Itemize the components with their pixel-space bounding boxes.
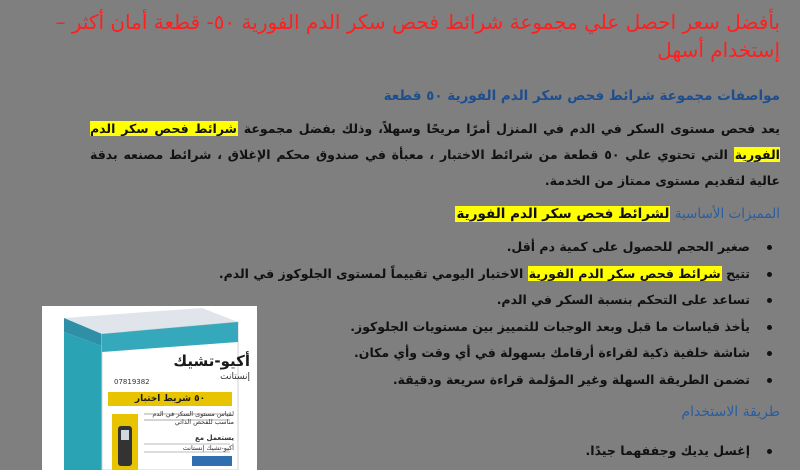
- product-barcode: 07819382: [114, 378, 150, 386]
- specs-heading: مواصفات مجموعة شرائط فحص سكر الدم الفورية ٥٠ قطعة: [383, 88, 780, 104]
- item-prefix: تتيح: [721, 265, 750, 281]
- product-image: [42, 306, 257, 470]
- list-item: تساعد على التحكم بنسبة السكر في الدم.: [219, 287, 750, 314]
- usage-list: [586, 438, 780, 465]
- product-sub: إنستانت: [220, 372, 250, 382]
- list-item: يأخذ قياسات ما قبل وبعد الوجبات للتمييز بين مستويات الجلوكوز.: [219, 314, 750, 341]
- specs-paragraph: [90, 116, 780, 194]
- specs-text-2: التي تحتوي علي ٥٠ قطعة من شرائط الاختبار ، معبأة في صندوق محكم الإغلاق ، شرائط مصنعه بدقة عالية لتقديم مستوى ممتاز من الخدمة.: [90, 147, 780, 188]
- usage-heading: طريقة الاستخدام: [681, 404, 780, 420]
- specs-text-1: يعد فحص مستوى السكر في الدم في المنزل أمرًا مريحًا وسهلاً، وذلك بفضل مجموعة: [237, 121, 780, 136]
- list-item: إغسل يديك وجففهما جيدًا.: [586, 438, 750, 465]
- product-badge: ٥٠ شريط اختبار: [134, 394, 206, 404]
- specs-highlight: شرائط فحص سكر الدم الفورية: [90, 121, 780, 162]
- page-title: بأفضل سعر احصل علي مجموعة شرائط فحص سكر الدم الفورية ٥٠- قطعة أمان أكثر – إستخدام أسهل: [55, 10, 780, 62]
- features-list: [219, 234, 780, 393]
- list-item: [219, 261, 750, 288]
- product-brand: أكيو-تشيك: [173, 352, 250, 370]
- list-item: تضمن الطريقة السهلة وغير المؤلمة قراءة سريعة ودقيقة.: [219, 367, 750, 394]
- product-desc: لقياس مستوى السكر في الدم مناسب للفحص الذاتي: [152, 410, 234, 426]
- product-use-with: يستعمل مع: [194, 434, 234, 442]
- product-device: أكيو-تشيك إنستانت: [182, 444, 234, 452]
- features-heading-plain: المميزات الأساسية: [670, 206, 780, 222]
- features-heading-highlight: لشرائط فحص سكر الدم الفورية: [456, 206, 670, 222]
- features-heading: [455, 206, 780, 222]
- item-highlight: شرائط فحص سكر الدم الفورية: [528, 265, 721, 281]
- list-item: شاشة خلفية ذكية لقراءة أرقامك بسهولة في أي وقت وأي مكان.: [219, 340, 750, 367]
- list-item: صغير الحجم للحصول على كمية دم أقل.: [219, 234, 750, 261]
- item-text: الاختبار اليومي تقييماً لمستوى الجلوكوز في الدم.: [218, 265, 524, 281]
